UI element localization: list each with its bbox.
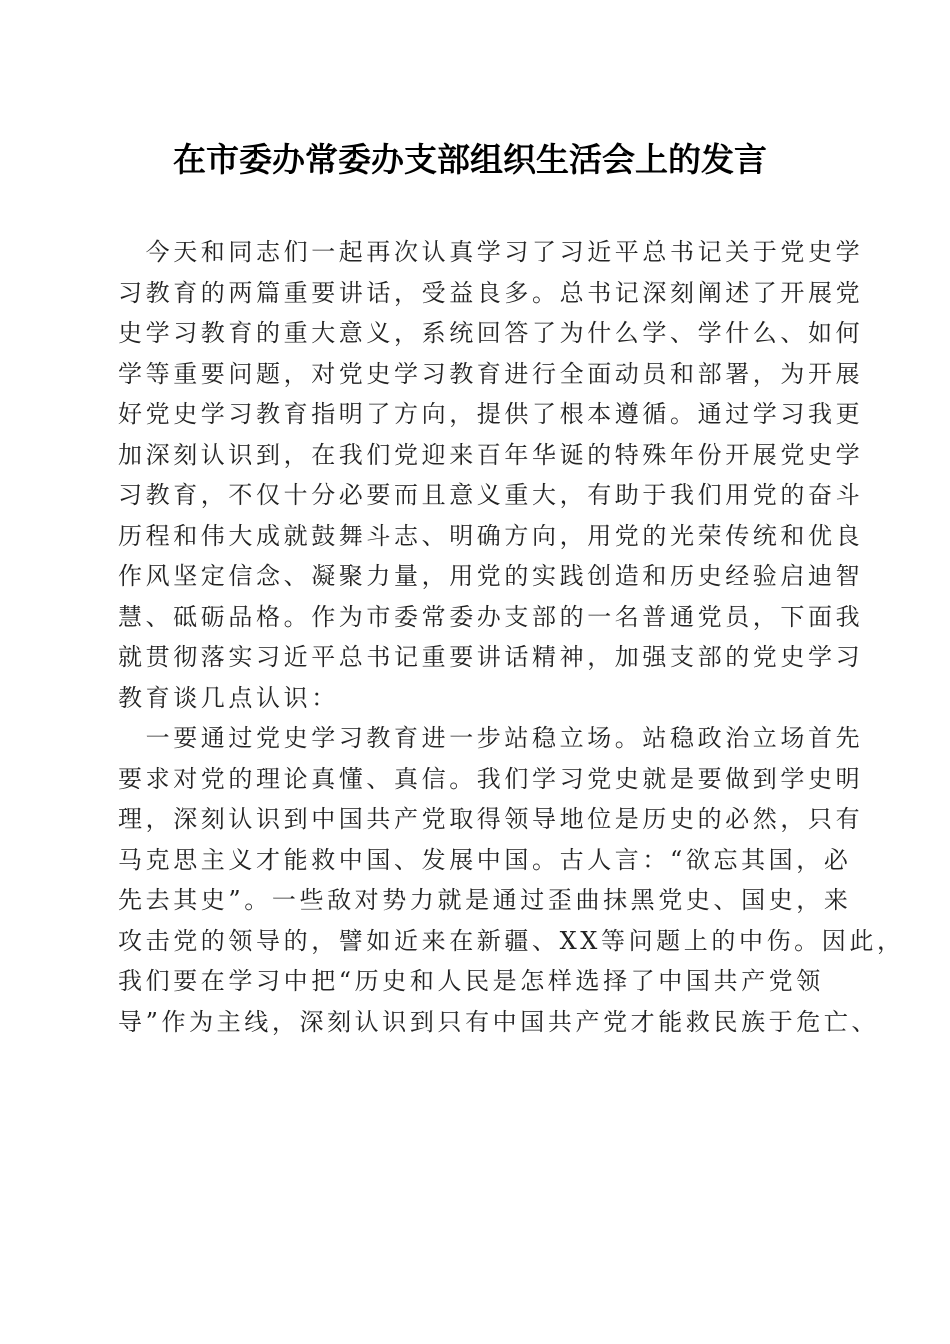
text-line: 先去其史”。一些敌对势力就是通过歪曲抹黑党史、国史，来 bbox=[118, 886, 852, 914]
text-line: 慧、砥砺品格。作为市委常委办支部的一名普通党员，下面我 bbox=[118, 602, 864, 631]
text-line: 作风坚定信念、凝聚力量，用党的实践创造和历史经验启迪智 bbox=[118, 562, 864, 590]
text-line: 习教育的两篇重要讲话，受益良多。总书记深刻阐述了开展党 bbox=[118, 278, 864, 307]
document-title: 在市委办常委办支部组织生活会上的发言 bbox=[173, 140, 767, 179]
text-line: 好党史学习教育指明了方向，提供了根本遵循。通过学习我更 bbox=[118, 400, 864, 428]
text-line: 马克思主义才能救中国、发展中国。古人言：“欲忘其国，必 bbox=[118, 845, 852, 874]
text-line: 就贯彻落实习近平总书记重要讲话精神，加强支部的党史学习 bbox=[118, 643, 864, 671]
text-line: 一要通过党史学习教育进一步站稳立场。站稳政治立场首先 bbox=[118, 724, 864, 752]
document-body bbox=[118, 232, 905, 1042]
text-line: 加深刻认识到，在我们党迎来百年华诞的特殊年份开展党史学 bbox=[118, 440, 864, 469]
text-line: 学等重要问题，对党史学习教育进行全面动员和部署，为开展 bbox=[118, 359, 864, 388]
text-line: 攻击党的领导的，譬如近来在新疆、XX等问题上的中伤。因此， bbox=[118, 926, 905, 955]
text-line: 要求对党的理论真懂、真信。我们学习党史就是要做到学史明 bbox=[118, 764, 864, 793]
text-line: 理，深刻认识到中国共产党取得领导地位是历史的必然，只有 bbox=[118, 805, 864, 833]
text-line: 导”作为主线，深刻认识到只有中国共产党才能救民族于危亡、 bbox=[118, 1007, 880, 1036]
text-line: 史学习教育的重大意义，系统回答了为什么学、学什么、如何 bbox=[118, 319, 864, 347]
text-line: 今天和同志们一起再次认真学习了习近平总书记关于党史学 bbox=[118, 238, 864, 266]
text-line: 教育谈几点认识： bbox=[118, 683, 339, 712]
text-line: 习教育，不仅十分必要而且意义重大，有助于我们用党的奋斗 bbox=[118, 481, 864, 509]
text-line: 历程和伟大成就鼓舞斗志、明确方向，用党的光荣传统和优良 bbox=[118, 521, 864, 550]
text-line: 我们要在学习中把“历史和人民是怎样选择了中国共产党领 bbox=[118, 967, 824, 995]
